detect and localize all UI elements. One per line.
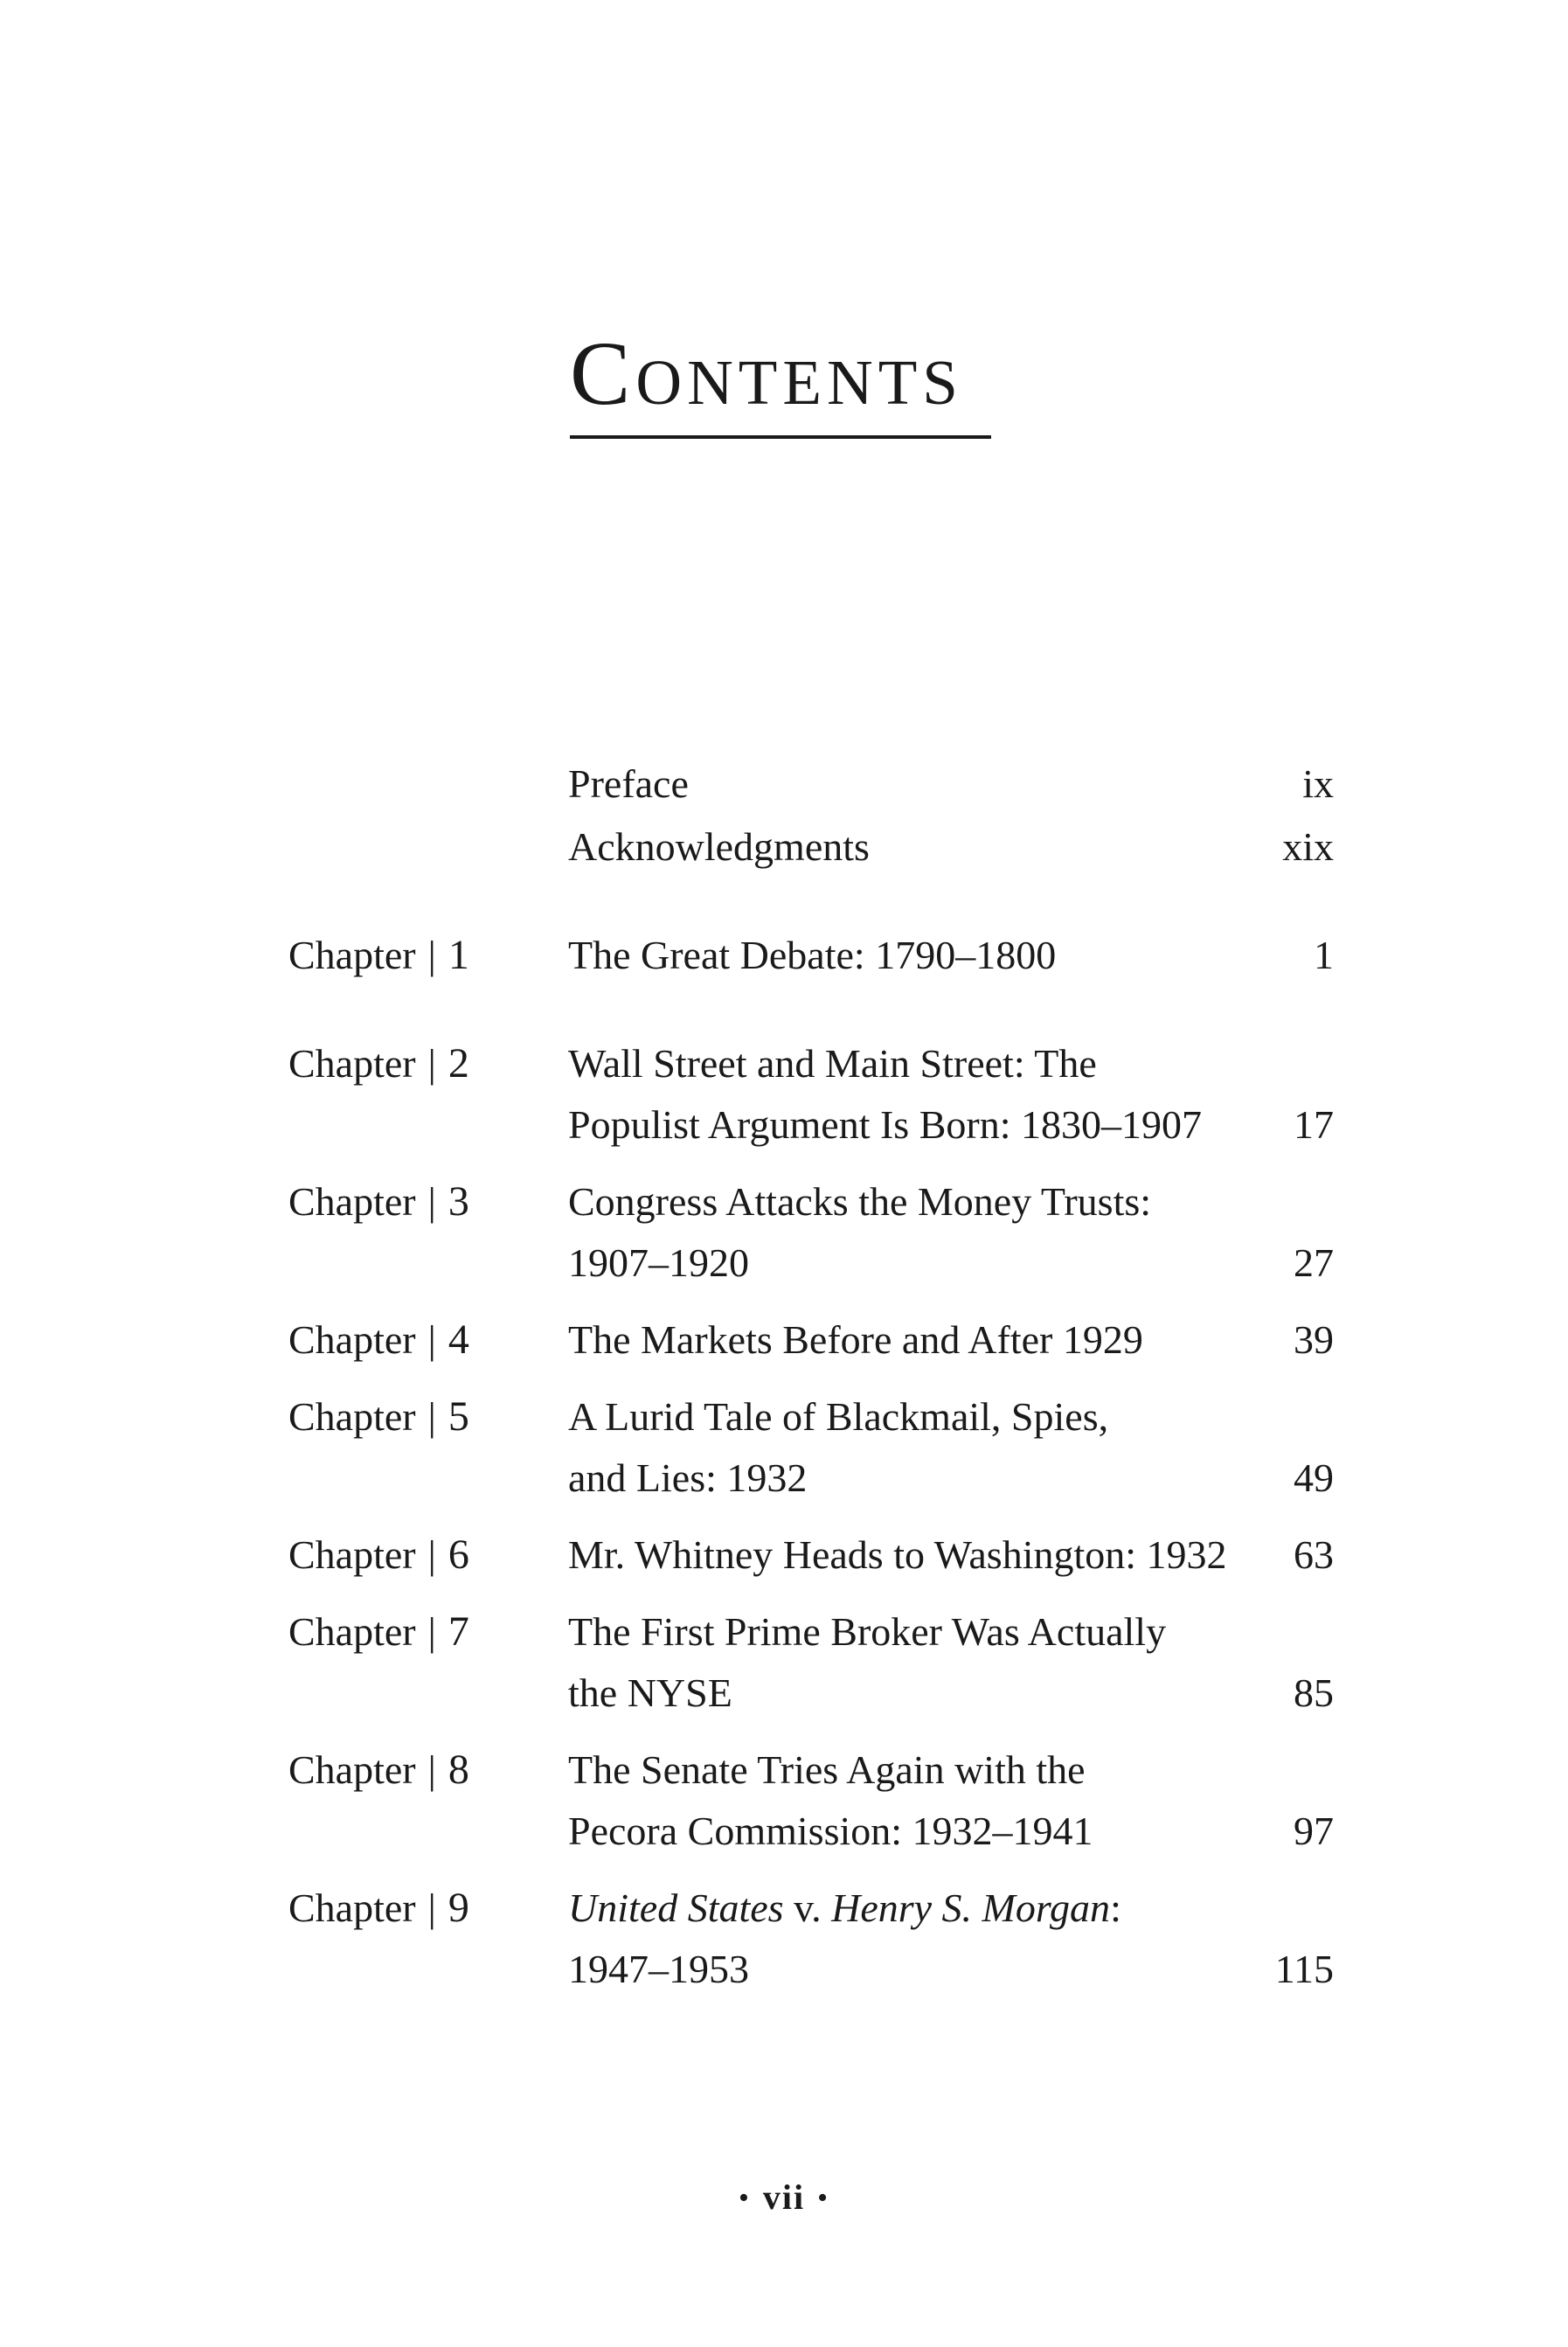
case-name-part-2: Henry S. Morgan: [831, 1885, 1111, 1930]
entry-page-number: xix: [1282, 824, 1334, 869]
entry-title-line-1: A Lurid Tale of Blackmail, Spies,: [568, 1394, 1109, 1439]
page-folio: [0, 2177, 1568, 2218]
chapter-label: Chapter | 1: [288, 932, 469, 978]
chapter-number: 4: [448, 1316, 469, 1363]
chapter-label: Chapter | 4: [288, 1316, 469, 1363]
entry-page-number: 63: [1294, 1532, 1334, 1577]
chapter-label: Chapter | 5: [288, 1393, 469, 1440]
entry-title: Preface: [568, 761, 689, 806]
entry-title: Mr. Whitney Heads to Washington: 1932: [568, 1532, 1227, 1577]
entry-title-line-1: The Senate Tries Again with the: [568, 1747, 1086, 1792]
entry-page-number: 85: [1294, 1670, 1334, 1715]
entry-page-number: 1: [1314, 933, 1334, 977]
entry-title-line-2: and Lies: 1932: [568, 1455, 808, 1500]
chapter-number: 8: [448, 1746, 469, 1793]
entry-page-number: 27: [1294, 1240, 1334, 1285]
entry-title-line-2: 1907–1920: [568, 1240, 749, 1285]
entry-page-number: 39: [1294, 1317, 1334, 1362]
entry-page-number: 115: [1274, 1947, 1334, 1991]
chapter-number: 1: [448, 932, 469, 978]
case-versus: v.: [783, 1885, 832, 1930]
folio-page-number: vii: [762, 2177, 806, 2217]
entry-title-line-2: 1947–1953: [568, 1947, 749, 1991]
entry-page-number: 49: [1294, 1455, 1334, 1500]
entry-title-line-1: United States v. Henry S. Morgan:: [568, 1885, 1121, 1930]
entry-page-number: 97: [1294, 1809, 1334, 1853]
chapter-label: Chapter | 9: [288, 1885, 469, 1931]
entry-title-line-1: The First Prime Broker Was Actually: [568, 1609, 1167, 1654]
chapter-label: Chapter | 8: [288, 1746, 469, 1793]
chapter-number: 3: [448, 1178, 469, 1225]
entry-page-number: ix: [1302, 761, 1334, 806]
title-underline: [570, 435, 991, 439]
chapter-label: Chapter | 7: [288, 1608, 469, 1655]
entry-title-line-1: Congress Attacks the Money Trusts:: [568, 1179, 1152, 1224]
chapter-number: 6: [448, 1531, 469, 1578]
entry-title: The Markets Before and After 1929: [568, 1317, 1143, 1362]
page-title: Contents: [570, 323, 963, 424]
entry-title-line-2: Pecora Commission: 1932–1941: [568, 1809, 1093, 1853]
entry-title-line-2: the NYSE: [568, 1670, 732, 1715]
entry-title: Acknowledgments: [568, 824, 870, 869]
entry-page-number: 17: [1294, 1102, 1334, 1147]
folio-bullet-right: •: [817, 2182, 830, 2214]
folio-bullet-left: •: [738, 2182, 751, 2214]
entry-title-line-1: Wall Street and Main Street: The: [568, 1041, 1097, 1086]
chapter-label: Chapter | 3: [288, 1178, 469, 1225]
chapter-number: 7: [448, 1608, 469, 1655]
chapter-number: 2: [448, 1040, 469, 1087]
chapter-label: Chapter | 2: [288, 1040, 469, 1087]
contents-heading: [570, 323, 993, 439]
entry-title: The Great Debate: 1790–1800: [568, 933, 1057, 977]
case-name-part-1: United States: [568, 1885, 784, 1930]
chapter-label: Chapter | 6: [288, 1531, 469, 1578]
chapter-number: 5: [448, 1393, 469, 1440]
chapter-number: 9: [448, 1885, 469, 1931]
entry-title-line-2: Populist Argument Is Born: 1830–1907: [568, 1102, 1202, 1147]
